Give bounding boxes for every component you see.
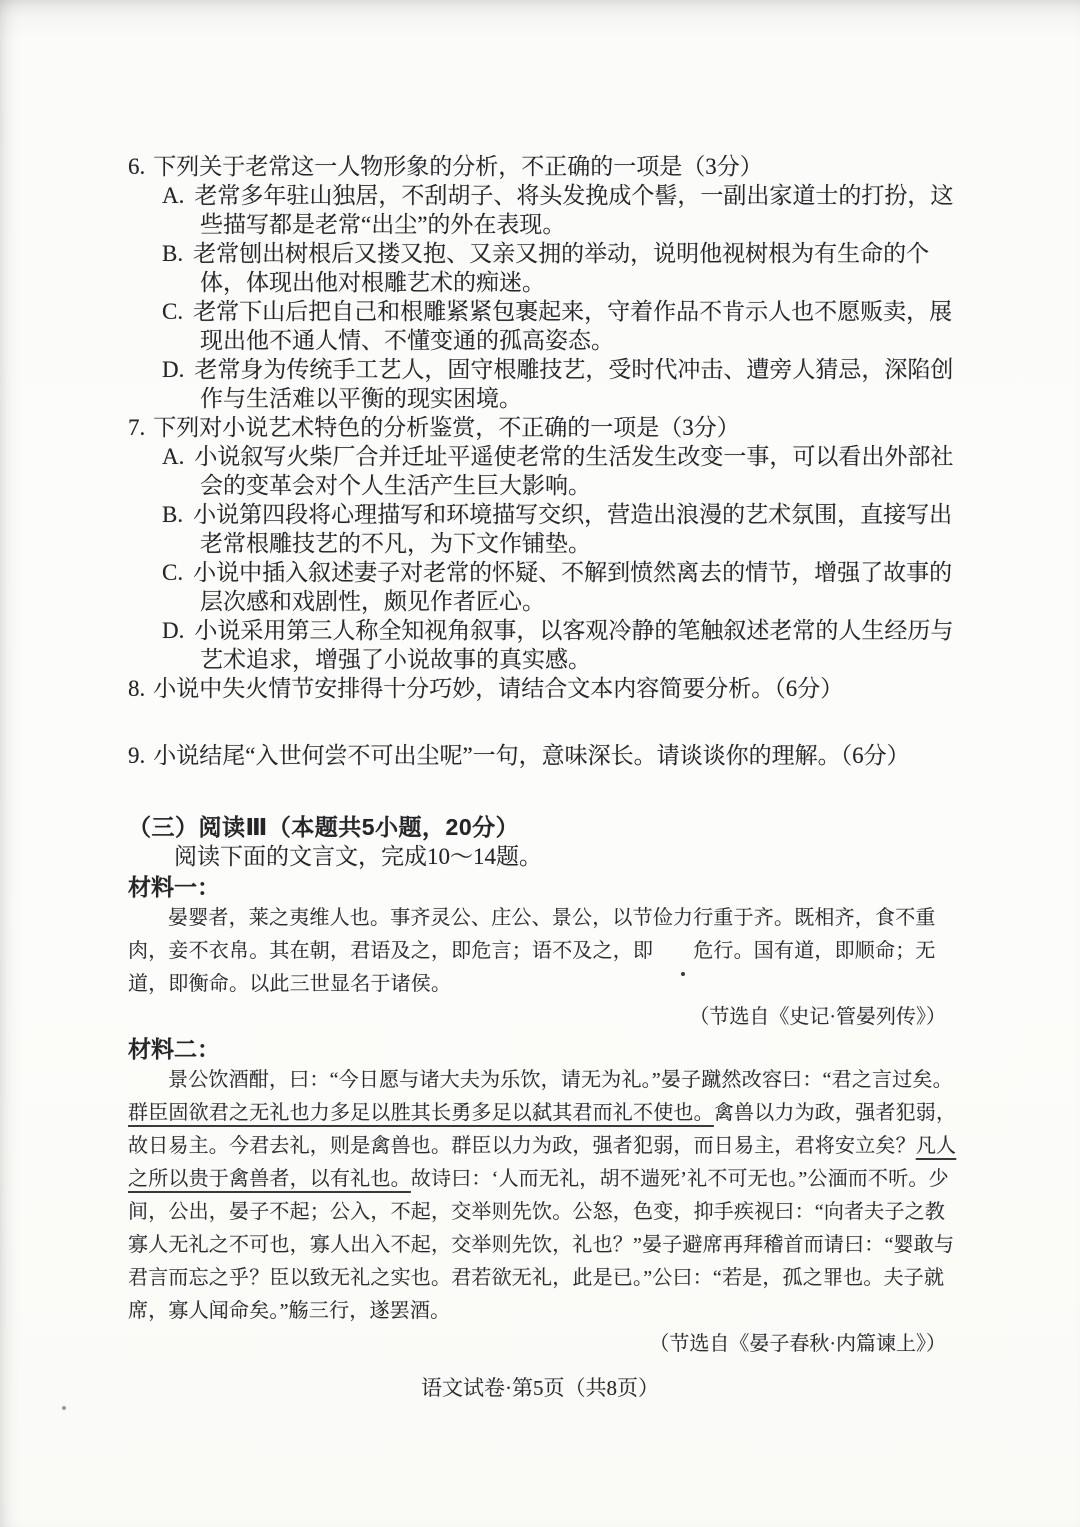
option-letter: A. xyxy=(162,444,185,469)
option-text: 小说叙写火柴厂合并迁址平遥使老常的生活发生改变一事，可以看出外部社会的变革会对个人生活产生巨大影响。 xyxy=(194,444,954,498)
option-letter: B. xyxy=(162,241,184,266)
question-7-stem xyxy=(128,413,960,442)
material-2-text: 故诗曰：‘人而无礼，胡不遄死’礼不可无也。”公湎而不听。少间，公出，晏子不起；公入，不起，交举则先饮。公怒，色变，抑手疾视曰：“向者夫子之教寡人无礼之不可也，寡人出入不起，交举则先饮，礼也？”晏子避席再拜稽首而请曰：“婴敢与君言而忘之乎？臣以致无礼之实也。君若欲无礼，此是已。”公曰：“若是，孤之罪也。夫子就席，寡人闻命矣。”觞三行，遂罢酒。 xyxy=(128,1168,955,1322)
section-3-instructions: 阅读下面的文言文，完成10～14题。 xyxy=(174,844,542,869)
material-2-text: 禽兽以力为政，强者犯弱，故日易主。今君去礼，则是禽兽也。群臣以力为政，强者犯弱，而日易主，君将安立矣？ xyxy=(128,1102,957,1157)
question-8-stem xyxy=(128,674,960,703)
material-2-text: 景公饮酒酣，曰：“今日愿与诸大夫为乐饮，请无为礼。”晏子蹴然改容曰：“君之言过矣。 xyxy=(168,1069,953,1091)
material-2-citation: （节选自《晏子春秋·内篇谏上》） xyxy=(649,1333,946,1355)
option-letter: A. xyxy=(162,183,185,208)
question-6-option-c xyxy=(128,297,960,355)
page-footer: 语文试卷·第5页（共8页） xyxy=(421,1376,659,1400)
question-6-number: 6. xyxy=(128,154,146,179)
material-1-text: 晏婴者，莱之夷维人也。事齐灵公、庄公、景公，以节俭力行重于齐。既相齐，食不重肉，妾不衣帛。其在朝，君语及之，即危言；语不及之，即 xyxy=(128,907,936,962)
question-7-option-b xyxy=(128,500,960,558)
question-6-text: 下列关于老常这一人物形象的分析，不正确的一项是（3分） xyxy=(153,154,763,179)
option-text: 老常刨出树根后又搂又抱、又亲又拥的举动，说明他视树根为有生命的个体，体现出他对根雕艺术的痴迷。 xyxy=(193,241,930,295)
material-2-underlined-passage-2: 凡人之所以贵于禽兽者，以有礼也。 xyxy=(128,1135,957,1190)
question-7-option-a xyxy=(128,442,960,500)
material-2-underlined-passage-1: 群臣固欲君之无礼也力多足以胜其长勇多足以弑其君而礼不使也。 xyxy=(128,1102,714,1124)
material-2-paragraph xyxy=(128,1064,960,1328)
question-6-option-b xyxy=(128,239,960,297)
question-7-text: 下列对小说艺术特色的分析鉴赏，不正确的一项是（3分） xyxy=(153,415,740,440)
question-6-option-a xyxy=(128,181,960,239)
option-text: 小说采用第三人称全知视角叙事，以客观冷静的笔触叙述老常的人生经历与艺术追求，增强了小说故事的真实感。 xyxy=(194,618,954,672)
option-text: 老常身为传统手工艺人，固守根雕技艺，受时代冲击、遭旁人猜忌，深陷创作与生活难以平衡的现实困境。 xyxy=(194,357,954,411)
section-3-heading: （三）阅读Ⅲ（本题共5小题，20分） xyxy=(128,814,520,840)
question-9-number: 9. xyxy=(128,743,146,768)
question-7-number: 7. xyxy=(128,415,146,440)
option-letter: D. xyxy=(162,618,185,643)
material-1-citation: （节选自《史记·管晏列传》） xyxy=(689,1006,946,1028)
option-text: 小说中插入叙述妻子对老常的怀疑、不解到愤然离去的情节，增强了故事的层次感和戏剧性，颇见作者匠心。 xyxy=(193,560,953,614)
option-text: 老常多年驻山独居，不刮胡子、将头发挽成个髻，一副出家道士的打扮，这些描写都是老常“出尘”的外在表现。 xyxy=(194,183,954,237)
question-8-number: 8. xyxy=(128,676,146,701)
question-6-stem xyxy=(128,152,960,181)
material-1-emphasized-char: 危 xyxy=(653,935,713,968)
material-1-paragraph xyxy=(128,902,960,1001)
question-7-option-d xyxy=(128,616,960,674)
question-9-text: 小说结尾“入世何尝不可出尘呢”一句，意味深长。请谈谈你的理解。（6分） xyxy=(153,743,910,768)
exam-content xyxy=(128,152,960,1361)
option-letter: B. xyxy=(162,502,184,527)
option-text: 小说第四段将心理描写和环境描写交织，营造出浪漫的艺术氛围，直接写出老常根雕技艺的不凡，为下文作铺垫。 xyxy=(193,502,953,556)
material-1-text: 行。国有道，即顺命；无道，即衡命。以此三世显名于诸侯。 xyxy=(128,940,936,995)
option-text: 老常下山后把自己和根雕紧紧包裹起来，守着作品不肯示人也不愿贩卖，展现出他不通人情、不懂变通的孤高姿态。 xyxy=(193,299,953,353)
option-letter: D. xyxy=(162,357,185,382)
question-9-stem xyxy=(128,741,960,770)
scan-speck xyxy=(62,1406,66,1410)
option-letter: C. xyxy=(162,560,184,585)
question-7-option-c xyxy=(128,558,960,616)
question-8-text: 小说中失火情节安排得十分巧妙，请结合文本内容简要分析。（6分） xyxy=(153,676,844,701)
option-letter: C. xyxy=(162,299,184,324)
material-1-label: 材料一： xyxy=(128,874,220,900)
question-6-option-d xyxy=(128,355,960,413)
material-2-label: 材料二： xyxy=(128,1036,220,1062)
